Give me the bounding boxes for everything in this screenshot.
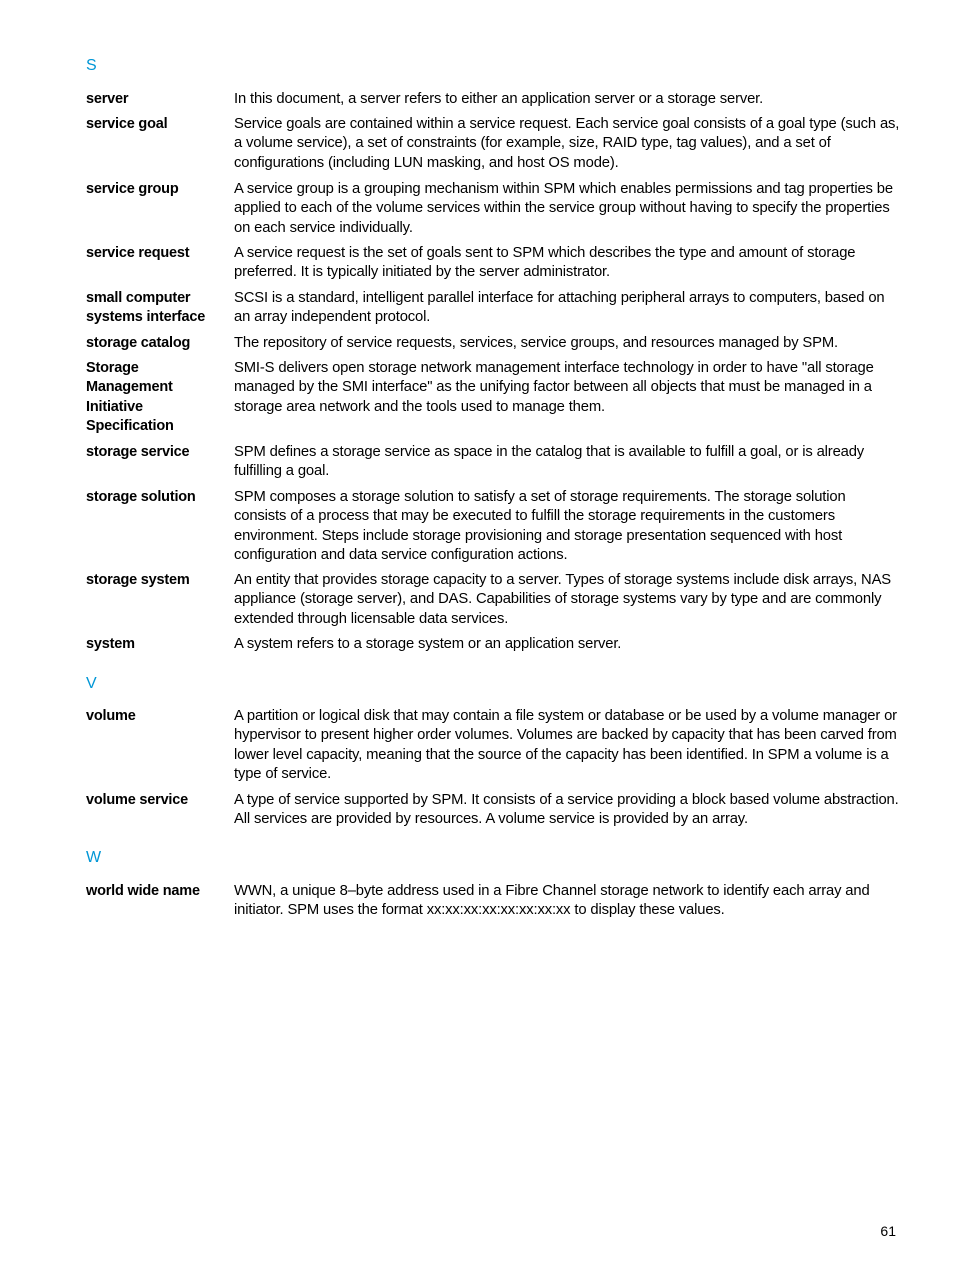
section-letter-s: S	[86, 57, 97, 74]
glossary-term: small computer systems interface	[86, 290, 206, 326]
glossary-term: storage solution	[86, 489, 196, 505]
glossary-term: system	[86, 636, 135, 652]
glossary-term: storage service	[86, 444, 190, 460]
glossary-definition: WWN, a unique 8–byte address used in a Fibre Channel storage network to identify each array and initiator. SPM uses the format xx:xx:xx:xx:xx:xx:xx:xx to display these values.	[234, 883, 870, 919]
glossary-term: server	[86, 91, 129, 107]
glossary-definition: SPM defines a storage service as space in the catalog that is available to fulfill a goal, or is already fulfilling a goal.	[234, 444, 865, 480]
glossary-definition: An entity that provides storage capacity to a server. Types of storage systems include disk arrays, NAS appliance (storage server), and DAS. Capabilities of storage systems vary by type and are commonly extended through licensable data services.	[234, 572, 892, 627]
glossary-term: service request	[86, 245, 190, 261]
glossary-definition: The repository of service requests, services, service groups, and resources managed by SPM.	[234, 335, 838, 351]
glossary-term: service group	[86, 181, 179, 197]
glossary-definition: Service goals are contained within a service request. Each service goal consists of a goal type (such as, a volume service), a set of constraints (for example, size, RAID type, tag values), and a set of configurations (including LUN masking, and host OS mode).	[234, 116, 900, 171]
glossary-definition: SCSI is a standard, intelligent parallel interface for attaching peripheral arrays to computers, based on an array independent protocol.	[234, 290, 885, 326]
glossary-definition: In this document, a server refers to either an application server or a storage server.	[234, 91, 764, 107]
section-letter-w: W	[86, 849, 102, 866]
glossary-definition: A system refers to a storage system or an application server.	[234, 636, 622, 652]
glossary-term: volume service	[86, 792, 188, 808]
glossary-definition: A service request is the set of goals sent to SPM which describes the type and amount of storage preferred. It is typically initiated by the server administrator.	[234, 245, 856, 281]
glossary-term: storage catalog	[86, 335, 191, 351]
glossary-term: service goal	[86, 116, 168, 132]
glossary-definition: A service group is a grouping mechanism within SPM which enables permissions and tag properties be applied to each of the volume services within the service group without having to specify the properties on each service individually.	[234, 181, 893, 236]
glossary-definition: SMI-S delivers open storage network management interface technology in order to have "all storage managed by the SMI interface" as the unifying factor between all objects that must be managed in a storage area network and the tools used to manage them.	[234, 360, 874, 415]
glossary-definition: SPM composes a storage solution to satisfy a set of storage requirements. The storage solution consists of a process that may be executed to fulfill the storage requirements in the customers environment. Steps include storage provisioning and storage presentation sequenced with host configuration and data service configuration actions.	[234, 489, 846, 564]
glossary-term: storage system	[86, 572, 190, 588]
glossary-definition: A type of service supported by SPM. It consists of a service providing a block based volume abstraction. All services are provided by resources. A volume service is provided by an array.	[234, 792, 899, 828]
glossary-term: Storage Management Initiative Specification	[86, 360, 174, 435]
glossary-term: world wide name	[86, 883, 200, 899]
section-letter-v: V	[86, 675, 97, 692]
glossary-definition: A partition or logical disk that may contain a file system or database or be used by a volume manager or hypervisor to present higher order volumes. Volumes are backed by capacity that has been carved from lower level capacity, meaning that the source of the capacity has been identified. In SPM a volume is a type of service.	[234, 708, 897, 783]
glossary-term: volume	[86, 708, 136, 724]
page-number: 61	[880, 1223, 896, 1239]
